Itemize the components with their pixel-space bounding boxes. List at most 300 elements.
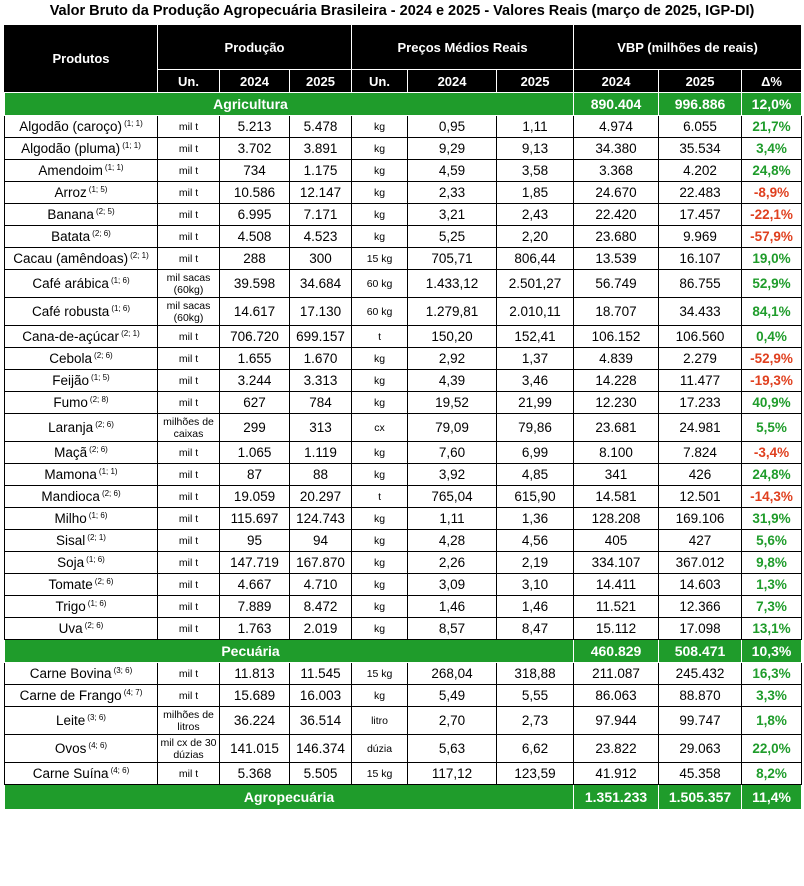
total-delta: 11,4% <box>742 785 802 810</box>
price-2024: 2,33 <box>408 182 497 204</box>
price-2024: 5,49 <box>408 685 497 707</box>
production-2025: 1.175 <box>290 160 352 182</box>
product-name <box>5 663 158 685</box>
production-unit: mil t <box>158 138 220 160</box>
price-2025: 6,62 <box>497 735 574 763</box>
production-2025: 2.019 <box>290 618 352 640</box>
production-2025: 124.743 <box>290 508 352 530</box>
vbp-delta: 24,8% <box>742 464 802 486</box>
price-unit: cx <box>352 414 408 442</box>
vbp-delta: 19,0% <box>742 248 802 270</box>
table-row <box>5 138 802 160</box>
production-unit: mil t <box>158 392 220 414</box>
production-unit: milhões de caixas <box>158 414 220 442</box>
price-unit: dúzia <box>352 735 408 763</box>
production-unit: mil t <box>158 116 220 138</box>
production-2025: 7.171 <box>290 204 352 226</box>
product-label: Feijão <box>52 373 90 388</box>
product-ref: (2; 5) <box>95 207 115 216</box>
price-unit: kg <box>352 204 408 226</box>
production-2024: 147.719 <box>220 552 290 574</box>
price-2024: 1,11 <box>408 508 497 530</box>
table-row <box>5 663 802 685</box>
price-2025: 2,19 <box>497 552 574 574</box>
table-row <box>5 326 802 348</box>
product-ref: (2; 1) <box>130 251 149 260</box>
price-2025: 21,99 <box>497 392 574 414</box>
vbp-2025: 14.603 <box>659 574 742 596</box>
price-2025: 615,90 <box>497 486 574 508</box>
vbp-delta: 8,2% <box>742 763 802 785</box>
vbp-2024: 41.912 <box>574 763 659 785</box>
price-2025: 1,11 <box>497 116 574 138</box>
production-2025: 20.297 <box>290 486 352 508</box>
production-unit: mil sacas (60kg) <box>158 298 220 326</box>
price-2024: 19,52 <box>408 392 497 414</box>
price-2024: 3,21 <box>408 204 497 226</box>
price-2025: 1,85 <box>497 182 574 204</box>
production-2025: 36.514 <box>290 707 352 735</box>
vbp-2024: 341 <box>574 464 659 486</box>
vbp-2024: 14.411 <box>574 574 659 596</box>
price-2024: 268,04 <box>408 663 497 685</box>
table-row <box>5 204 802 226</box>
price-unit: t <box>352 326 408 348</box>
product-label: Sisal <box>56 533 86 548</box>
production-2025: 11.545 <box>290 663 352 685</box>
product-label: Café robusta <box>32 304 110 319</box>
header-price-unit: Un. <box>352 70 408 93</box>
product-ref: (4; 6) <box>88 741 108 750</box>
product-label: Algodão (caroço) <box>19 119 123 134</box>
product-ref: (2; 6) <box>89 445 108 454</box>
vbp-2024: 14.228 <box>574 370 659 392</box>
price-2025: 2.010,11 <box>497 298 574 326</box>
price-unit: kg <box>352 442 408 464</box>
table-row <box>5 552 802 574</box>
price-2025: 2,43 <box>497 204 574 226</box>
production-unit: mil t <box>158 204 220 226</box>
vbp-2024: 23.822 <box>574 735 659 763</box>
section-delta: 10,3% <box>742 640 802 663</box>
header-vbp-2025: 2025 <box>659 70 742 93</box>
page-title: Valor Bruto da Produção Agropecuária Brasileira - 2024 e 2025 - Valores Reais (março de 2025, IGP-DI) <box>49 3 755 19</box>
production-2025: 5.478 <box>290 116 352 138</box>
product-label: Café arábica <box>32 276 109 291</box>
price-2025: 79,86 <box>497 414 574 442</box>
product-name <box>5 442 158 464</box>
production-unit: mil cx de 30 dúzias <box>158 735 220 763</box>
vbp-2024: 86.063 <box>574 685 659 707</box>
vbp-delta: -19,3% <box>742 370 802 392</box>
production-2025: 12.147 <box>290 182 352 204</box>
production-2024: 19.059 <box>220 486 290 508</box>
price-2024: 8,57 <box>408 618 497 640</box>
price-2025: 3,10 <box>497 574 574 596</box>
vbp-delta: 52,9% <box>742 270 802 298</box>
production-2024: 87 <box>220 464 290 486</box>
section-name: Pecuária <box>5 640 497 663</box>
production-2025: 784 <box>290 392 352 414</box>
production-2025: 3.891 <box>290 138 352 160</box>
price-2025: 6,99 <box>497 442 574 464</box>
table-row <box>5 442 802 464</box>
vbp-2025: 4.202 <box>659 160 742 182</box>
production-2024: 36.224 <box>220 707 290 735</box>
product-ref: (1; 1) <box>98 467 118 476</box>
header-precos: Preços Médios Reais <box>352 25 574 70</box>
product-name <box>5 270 158 298</box>
production-2024: 1.655 <box>220 348 290 370</box>
vbp-2024: 56.749 <box>574 270 659 298</box>
vbp-2025: 34.433 <box>659 298 742 326</box>
product-label: Leite <box>56 713 86 728</box>
vbp-delta: -14,3% <box>742 486 802 508</box>
product-label: Cebola <box>49 351 93 366</box>
vbp-2024: 14.581 <box>574 486 659 508</box>
header-price-2024: 2024 <box>408 70 497 93</box>
production-unit: mil t <box>158 663 220 685</box>
header-prod-2024: 2024 <box>220 70 290 93</box>
price-2024: 4,59 <box>408 160 497 182</box>
product-ref: (1; 5) <box>91 373 110 382</box>
price-2025: 2,73 <box>497 707 574 735</box>
product-name <box>5 348 158 370</box>
vbp-2024: 23.680 <box>574 226 659 248</box>
vbp-2024: 211.087 <box>574 663 659 685</box>
product-name <box>5 552 158 574</box>
table-row <box>5 763 802 785</box>
vbp-2025: 106.560 <box>659 326 742 348</box>
table-row <box>5 618 802 640</box>
price-2024: 5,25 <box>408 226 497 248</box>
table-row <box>5 414 802 442</box>
price-2025: 123,59 <box>497 763 574 785</box>
vbp-delta: 5,6% <box>742 530 802 552</box>
price-2025: 806,44 <box>497 248 574 270</box>
product-ref: (2; 6) <box>92 229 111 238</box>
production-2024: 3.702 <box>220 138 290 160</box>
vbp-2025: 12.366 <box>659 596 742 618</box>
vbp-2024: 34.380 <box>574 138 659 160</box>
section-vbp-2024: 890.404 <box>574 93 659 116</box>
production-unit: mil t <box>158 160 220 182</box>
product-name <box>5 685 158 707</box>
price-unit: kg <box>352 552 408 574</box>
production-2024: 4.508 <box>220 226 290 248</box>
production-2024: 299 <box>220 414 290 442</box>
production-unit: mil t <box>158 596 220 618</box>
vbp-2025: 12.501 <box>659 486 742 508</box>
production-unit: mil t <box>158 763 220 785</box>
total-vbp-2025: 1.505.357 <box>659 785 742 810</box>
table-row <box>5 270 802 298</box>
product-ref: (2; 1) <box>121 329 140 338</box>
table-row <box>5 464 802 486</box>
production-2024: 5.213 <box>220 116 290 138</box>
vbp-2024: 405 <box>574 530 659 552</box>
production-2025: 3.313 <box>290 370 352 392</box>
product-label: Soja <box>57 555 85 570</box>
section-vbp-2024: 460.829 <box>574 640 659 663</box>
vbp-delta: 22,0% <box>742 735 802 763</box>
price-2025: 2.501,27 <box>497 270 574 298</box>
section-row <box>5 640 802 663</box>
product-ref: (1; 1) <box>124 119 143 128</box>
table-row <box>5 226 802 248</box>
production-unit: mil t <box>158 685 220 707</box>
price-2024: 4,39 <box>408 370 497 392</box>
price-unit: kg <box>352 116 408 138</box>
table-row <box>5 574 802 596</box>
vbp-2025: 17.457 <box>659 204 742 226</box>
product-name <box>5 508 158 530</box>
production-2025: 146.374 <box>290 735 352 763</box>
price-unit: 15 kg <box>352 663 408 685</box>
price-unit: 60 kg <box>352 270 408 298</box>
product-label: Cacau (amêndoas) <box>13 251 129 266</box>
header-vbp: VBP (milhões de reais) <box>574 25 802 70</box>
vbp-2025: 245.432 <box>659 663 742 685</box>
table-row <box>5 707 802 735</box>
header-prod-unit: Un. <box>158 70 220 93</box>
price-2024: 2,70 <box>408 707 497 735</box>
vbp-2025: 6.055 <box>659 116 742 138</box>
table-row <box>5 370 802 392</box>
price-2024: 117,12 <box>408 763 497 785</box>
table-row <box>5 596 802 618</box>
table-row <box>5 486 802 508</box>
production-2025: 5.505 <box>290 763 352 785</box>
product-label: Ovos <box>54 741 87 756</box>
vbp-delta: 7,3% <box>742 596 802 618</box>
vbp-2024: 24.670 <box>574 182 659 204</box>
price-2024: 9,29 <box>408 138 497 160</box>
vbp-2024: 97.944 <box>574 707 659 735</box>
price-unit: kg <box>352 182 408 204</box>
product-ref: (2; 6) <box>95 420 114 429</box>
vbp-2024: 12.230 <box>574 392 659 414</box>
production-2025: 8.472 <box>290 596 352 618</box>
table-row <box>5 392 802 414</box>
price-unit: kg <box>352 618 408 640</box>
section-row <box>5 93 802 116</box>
production-unit: mil t <box>158 530 220 552</box>
vbp-2025: 86.755 <box>659 270 742 298</box>
vbp-2024: 334.107 <box>574 552 659 574</box>
vbp-2024: 128.208 <box>574 508 659 530</box>
product-name <box>5 707 158 735</box>
product-name <box>5 138 158 160</box>
vbp-2024: 4.974 <box>574 116 659 138</box>
price-2025: 1,46 <box>497 596 574 618</box>
price-2024: 5,63 <box>408 735 497 763</box>
product-label: Algodão (pluma) <box>21 141 121 156</box>
vbp-delta: 84,1% <box>742 298 802 326</box>
price-2024: 1.433,12 <box>408 270 497 298</box>
product-name <box>5 486 158 508</box>
product-label: Carne de Frango <box>19 688 122 703</box>
product-ref: (3; 6) <box>113 666 133 675</box>
price-2025: 1,37 <box>497 348 574 370</box>
price-unit: 60 kg <box>352 298 408 326</box>
table-row <box>5 348 802 370</box>
product-label: Banana <box>47 207 94 222</box>
production-unit: mil t <box>158 464 220 486</box>
price-2025: 8,47 <box>497 618 574 640</box>
price-2024: 7,60 <box>408 442 497 464</box>
price-2025: 3,58 <box>497 160 574 182</box>
product-ref: (1; 6) <box>110 276 130 285</box>
product-name <box>5 464 158 486</box>
price-2024: 2,26 <box>408 552 497 574</box>
total-name: Agropecuária <box>5 785 574 810</box>
header-delta: Δ% <box>742 70 802 93</box>
header-prod-2025: 2025 <box>290 70 352 93</box>
price-unit: kg <box>352 464 408 486</box>
production-2024: 706.720 <box>220 326 290 348</box>
product-label: Milho <box>54 511 87 526</box>
production-2025: 313 <box>290 414 352 442</box>
vbp-2024: 18.707 <box>574 298 659 326</box>
product-ref: (1; 1) <box>122 141 141 150</box>
product-ref: (2; 1) <box>87 533 106 542</box>
production-2024: 39.598 <box>220 270 290 298</box>
price-2024: 150,20 <box>408 326 497 348</box>
vbp-2025: 11.477 <box>659 370 742 392</box>
vbp-2024: 106.152 <box>574 326 659 348</box>
price-unit: kg <box>352 392 408 414</box>
product-label: Mandioca <box>41 489 100 504</box>
product-ref: (1; 6) <box>86 555 105 564</box>
product-name <box>5 735 158 763</box>
vbp-delta: 16,3% <box>742 663 802 685</box>
vbp-delta: 1,3% <box>742 574 802 596</box>
vbp-delta: 1,8% <box>742 707 802 735</box>
production-unit: mil t <box>158 574 220 596</box>
price-2024: 765,04 <box>408 486 497 508</box>
product-label: Batata <box>51 229 91 244</box>
price-2024: 4,28 <box>408 530 497 552</box>
section-spacer <box>497 640 574 663</box>
product-name <box>5 392 158 414</box>
vbp-2025: 35.534 <box>659 138 742 160</box>
price-unit: litro <box>352 707 408 735</box>
product-label: Mamona <box>44 467 97 482</box>
vbp-delta: -8,9% <box>742 182 802 204</box>
section-vbp-2025: 996.886 <box>659 93 742 116</box>
product-name <box>5 414 158 442</box>
production-2024: 141.015 <box>220 735 290 763</box>
product-name <box>5 226 158 248</box>
vbp-2024: 8.100 <box>574 442 659 464</box>
product-name <box>5 574 158 596</box>
vbp-2025: 9.969 <box>659 226 742 248</box>
vbp-delta: 3,4% <box>742 138 802 160</box>
vbp-2024: 13.539 <box>574 248 659 270</box>
production-2024: 115.697 <box>220 508 290 530</box>
price-unit: 15 kg <box>352 248 408 270</box>
production-unit: mil t <box>158 182 220 204</box>
total-row <box>5 785 802 810</box>
product-name <box>5 370 158 392</box>
product-label: Uva <box>58 621 83 636</box>
header-vbp-2024: 2024 <box>574 70 659 93</box>
production-unit: mil t <box>158 486 220 508</box>
vbp-2024: 3.368 <box>574 160 659 182</box>
section-delta: 12,0% <box>742 93 802 116</box>
production-unit: mil t <box>158 442 220 464</box>
price-unit: kg <box>352 530 408 552</box>
price-unit: kg <box>352 508 408 530</box>
product-label: Tomate <box>48 577 93 592</box>
production-2024: 10.586 <box>220 182 290 204</box>
production-2025: 4.523 <box>290 226 352 248</box>
price-unit: kg <box>352 226 408 248</box>
production-2024: 627 <box>220 392 290 414</box>
price-2024: 3,09 <box>408 574 497 596</box>
production-unit: mil t <box>158 348 220 370</box>
product-name <box>5 116 158 138</box>
production-2024: 1.065 <box>220 442 290 464</box>
section-spacer <box>497 93 574 116</box>
price-unit: t <box>352 486 408 508</box>
vbp-2025: 29.063 <box>659 735 742 763</box>
vbp-2024: 15.112 <box>574 618 659 640</box>
production-unit: mil t <box>158 226 220 248</box>
price-unit: kg <box>352 370 408 392</box>
vbp-2025: 427 <box>659 530 742 552</box>
vbp-2025: 2.279 <box>659 348 742 370</box>
product-ref: (2; 6) <box>84 621 104 630</box>
vbp-2025: 7.824 <box>659 442 742 464</box>
vbp-delta: 31,9% <box>742 508 802 530</box>
product-ref: (1; 5) <box>88 185 108 194</box>
product-ref: (1; 6) <box>87 599 107 608</box>
table-row <box>5 735 802 763</box>
table-row <box>5 685 802 707</box>
production-unit: mil sacas (60kg) <box>158 270 220 298</box>
table-row <box>5 116 802 138</box>
vbp-delta: 13,1% <box>742 618 802 640</box>
vbp-delta: 0,4% <box>742 326 802 348</box>
vbp-delta: 5,5% <box>742 414 802 442</box>
production-2025: 4.710 <box>290 574 352 596</box>
production-2024: 1.763 <box>220 618 290 640</box>
product-label: Arroz <box>54 185 87 200</box>
price-2025: 4,85 <box>497 464 574 486</box>
price-2024: 3,92 <box>408 464 497 486</box>
production-2025: 167.870 <box>290 552 352 574</box>
price-2025: 9,13 <box>497 138 574 160</box>
production-unit: mil t <box>158 618 220 640</box>
product-name <box>5 204 158 226</box>
product-ref: (1; 1) <box>104 163 124 172</box>
production-2025: 94 <box>290 530 352 552</box>
section-name: Agricultura <box>5 93 497 116</box>
product-ref: (2; 6) <box>94 577 114 586</box>
vbp-2025: 99.747 <box>659 707 742 735</box>
product-ref: (4; 6) <box>110 766 130 775</box>
production-2025: 34.684 <box>290 270 352 298</box>
table-row <box>5 508 802 530</box>
product-ref: (2; 6) <box>94 351 113 360</box>
vbp-2024: 4.839 <box>574 348 659 370</box>
vbp-2025: 24.981 <box>659 414 742 442</box>
product-name <box>5 248 158 270</box>
price-2025: 4,56 <box>497 530 574 552</box>
price-2025: 1,36 <box>497 508 574 530</box>
